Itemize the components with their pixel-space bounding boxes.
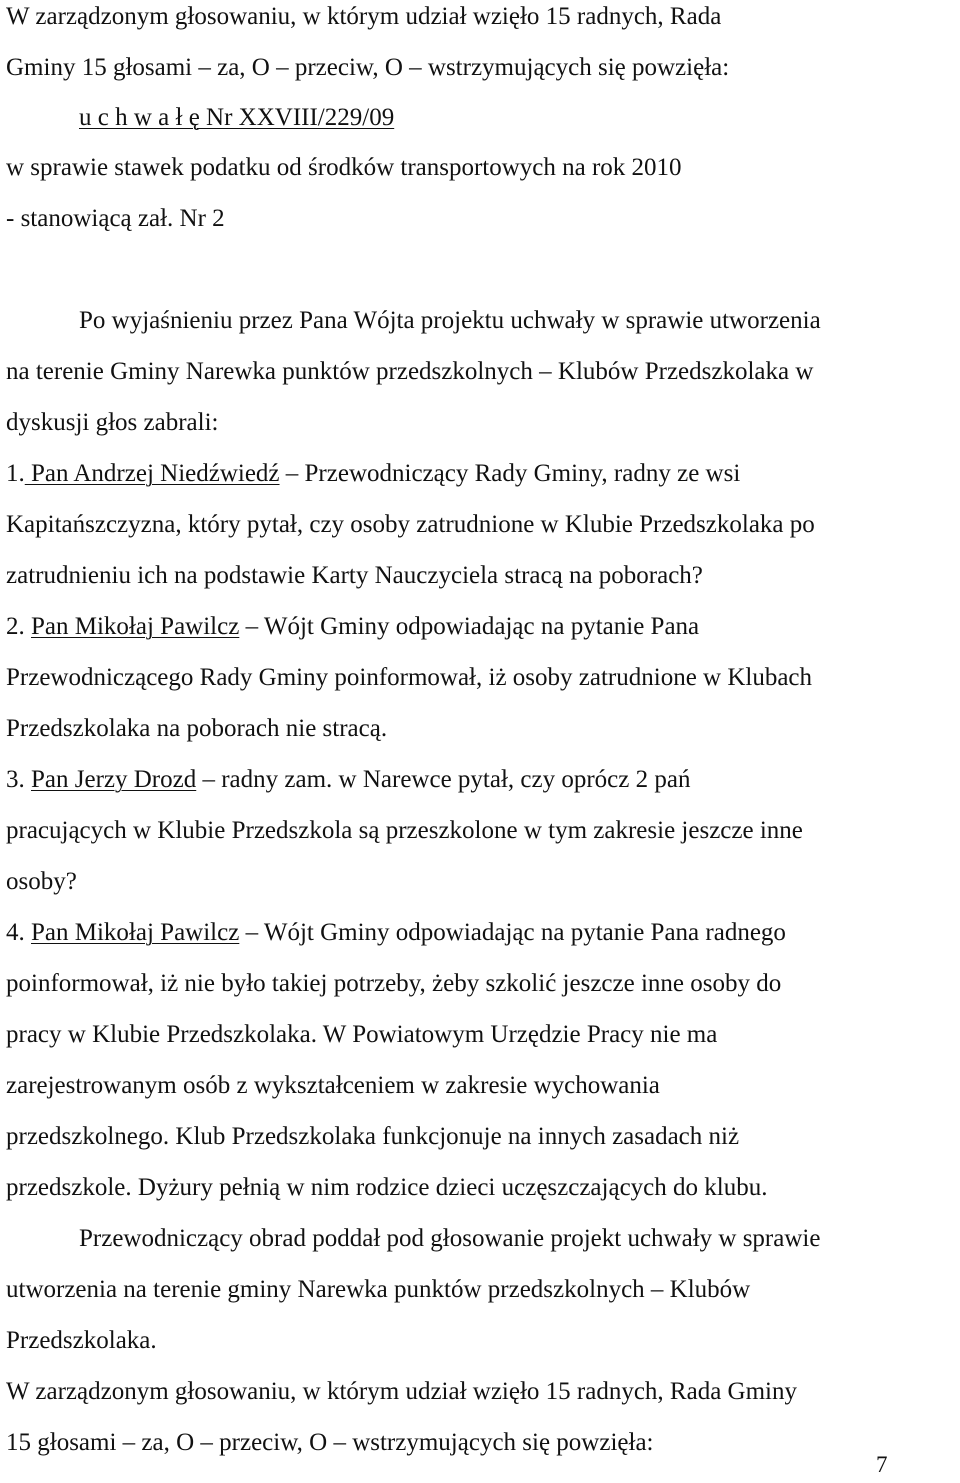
item-number: 3.: [6, 766, 31, 793]
paragraph-line: Przedszkolaka.: [6, 1327, 157, 1354]
page-number: 7: [876, 1452, 888, 1477]
item-number: 1.: [6, 460, 25, 487]
paragraph-line: zatrudnieniu ich na podstawie Karty Nauczyciela stracą na poborach?: [6, 562, 703, 589]
resolution-number-text: u c h w a ł ę Nr XXVIII/229/09: [79, 104, 395, 131]
paragraph-line: poinformował, iż nie było takiej potrzeby, żeby szkolić jeszcze inne osoby do: [6, 970, 782, 997]
paragraph-line: przedszkolnego. Klub Przedszkolaka funkcjonuje na innych zasadach niż: [6, 1123, 740, 1150]
paragraph-line: Kapitańszczyzna, który pytał, czy osoby zatrudnione w Klubie Przedszkolaka po: [6, 511, 815, 538]
speaker-name: Pan Mikołaj Pawilcz: [31, 613, 240, 640]
paragraph-line: Przewodniczącego Rady Gminy poinformował, iż osoby zatrudnione w Klubach: [6, 664, 813, 691]
paragraph-line: Przewodniczący obrad poddał pod głosowanie projekt uchwały w sprawie: [79, 1225, 821, 1252]
item-text: – Przewodniczący Rady Gminy, radny ze wsi: [279, 460, 741, 487]
list-item-3: [6, 765, 690, 795]
paragraph-line: przedszkole. Dyżury pełnią w nim rodzice dzieci uczęszczających do klubu.: [6, 1174, 768, 1201]
paragraph-line: - stanowiącą zał. Nr 2: [6, 205, 225, 232]
item-text: – Wójt Gminy odpowiadając na pytanie Pana: [239, 613, 700, 640]
paragraph-line: utworzenia na terenie gminy Narewka punktów przedszkolnych – Klubów: [6, 1276, 751, 1303]
item-number: 2.: [6, 613, 31, 640]
speaker-name: Pan Andrzej Niedźwiedź: [24, 460, 280, 487]
paragraph-line: zarejestrowanym osób z wykształceniem w zakresie wychowania: [6, 1072, 660, 1099]
paragraph-line: W zarządzonym głosowaniu, w którym udział wzięło 15 radnych, Rada: [6, 3, 722, 30]
item-text: – radny zam. w Narewce pytał, czy oprócz 2 pań: [196, 766, 691, 793]
list-item-1: [6, 459, 740, 489]
paragraph-line: 15 głosami – za, O – przeciw, O – wstrzymujących się powzięła:: [6, 1429, 654, 1456]
paragraph-line: W zarządzonym głosowaniu, w którym udział wzięło 15 radnych, Rada Gminy: [6, 1378, 797, 1405]
item-number: 4.: [6, 919, 31, 946]
paragraph-line: dyskusji głos zabrali:: [6, 409, 219, 436]
speaker-name: Pan Jerzy Drozd: [31, 766, 197, 793]
paragraph-line: Przedszkolaka na poborach nie stracą.: [6, 715, 388, 742]
paragraph-line: Gminy 15 głosami – za, O – przeciw, O – wstrzymujących się powzięła:: [6, 54, 730, 81]
paragraph-line: w sprawie stawek podatku od środków transportowych na rok 2010: [6, 154, 682, 181]
paragraph-line: na terenie Gminy Narewka punktów przedszkolnych – Klubów Przedszkolaka w: [6, 358, 814, 385]
list-item-2: [6, 612, 699, 642]
speaker-name: Pan Mikołaj Pawilcz: [31, 919, 240, 946]
list-item-4: [6, 918, 786, 948]
paragraph-line: pracy w Klubie Przedszkolaka. W Powiatowym Urzędzie Pracy nie ma: [6, 1021, 718, 1048]
resolution-number: [79, 103, 394, 133]
paragraph-line: osoby?: [6, 868, 77, 895]
paragraph-line: Po wyjaśnieniu przez Pana Wójta projektu uchwały w sprawie utworzenia: [79, 307, 821, 334]
item-text: – Wójt Gminy odpowiadając na pytanie Pana radnego: [239, 919, 786, 946]
paragraph-line: pracujących w Klubie Przedszkola są przeszkolone w tym zakresie jeszcze inne: [6, 817, 803, 844]
